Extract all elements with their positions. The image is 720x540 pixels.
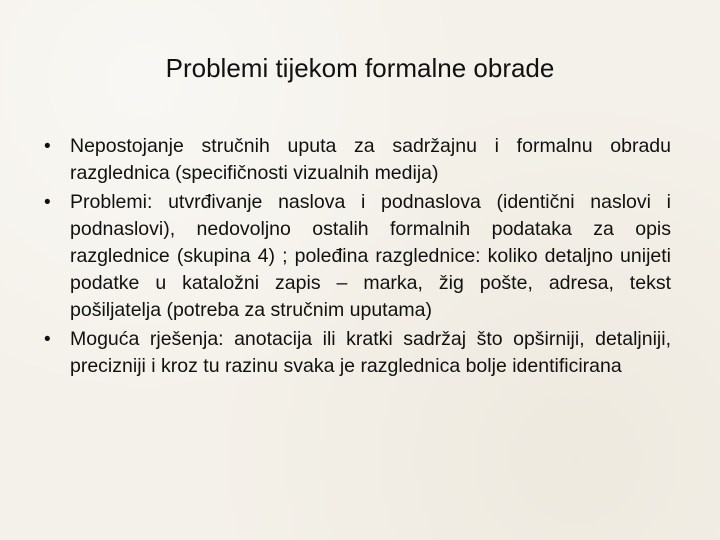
bullet-marker: • <box>44 329 51 350</box>
bullet-marker: • <box>44 192 51 213</box>
bullet-text: Problemi: utvrđivanje naslova i podnaslova (identični naslovi i podnaslovi), nedovoljno ostalih formalnih podataka za opis razglednice (skupina 4) ; poleđina razglednice: koliko detaljno unijeti podatke u kataložni zapis – marka, žig pošte, adresa, tekst pošiljatelja (potreba za stručnim uputama) <box>70 191 671 321</box>
bullet-item <box>44 133 671 187</box>
bullet-item <box>44 189 671 324</box>
bullet-text: Nepostojanje stručnih uputa za sadržajnu i formalnu obradu razglednica (specifičnosti vizualnih medija) <box>70 135 671 184</box>
slide-title: Problemi tijekom formalne obrade <box>165 53 555 83</box>
bullet-text: Moguća rješenja: anotacija ili kratki sadržaj što opširniji, detaljniji, precizniji i kroz tu razinu svaka je razglednica bolje identificirana <box>70 328 671 377</box>
bullet-item <box>44 326 671 380</box>
bullet-list <box>44 133 671 382</box>
bullet-marker: • <box>44 136 51 157</box>
